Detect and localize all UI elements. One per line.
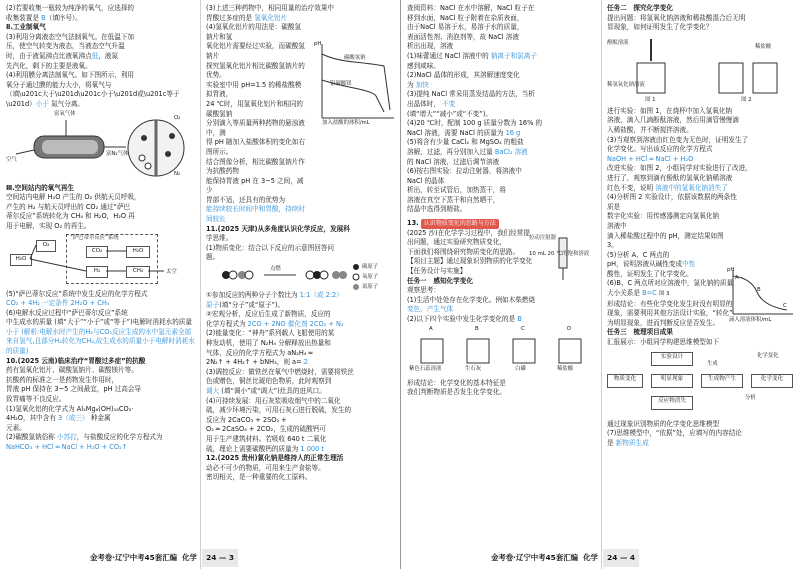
text-line: 通过现象识别物质的化学变化思维模型 [607, 419, 720, 428]
model-basis: 依据 [659, 429, 673, 438]
text-line: (3)利用分离液态空气法制氧气。在低温下加 [6, 32, 135, 41]
footer-brand: 金考卷·辽宁中考45套汇编 [90, 553, 177, 562]
fig-a-sub: 紫色石蕊溶液 [409, 365, 442, 372]
beaker-d [559, 339, 581, 363]
label-air: 空气 [6, 156, 17, 163]
text-line: (填“分子”或“原子”)。 [219, 300, 285, 309]
text-line: 药有氢氧化铝片、碳酸氢钠片、碳酸镁片等。 [6, 366, 138, 375]
text-line: 下面我们将围绕研究物质变化的思路。 [407, 247, 520, 256]
legend-oxygen: 氧原子 [362, 274, 379, 281]
fig3-point-c: C [783, 303, 787, 309]
arrow-label: 点燃 [270, 266, 281, 273]
chart-curve1-label: 碳酸氢钠 [344, 55, 366, 61]
fig3-xlabel: 滴入溶液体积/mL [729, 317, 772, 323]
text-line: 大小关系是 [607, 289, 640, 298]
text-line: 学思维。 [206, 234, 233, 243]
text-line: 实验室中用 pH=1.5 的稀盐酸模拟胃液， [206, 80, 302, 99]
question-4-text [206, 23, 306, 224]
text-line: 观察思考： [407, 286, 440, 295]
text-line: 析出出现，溶液 [407, 42, 454, 51]
footer-subject: 化学 [182, 553, 197, 562]
legend-dot-carbon [353, 264, 359, 270]
model-generate-label: 生成 [707, 360, 718, 367]
text-line: 气体，反应的化学方程式为 aN₂H₄ ═ [206, 348, 313, 357]
text-line: 感到咸味。 [407, 61, 440, 70]
footer-page-number: 24 — 4 [603, 549, 639, 567]
text-line: 产生的 H₂ 与航天员呼出的 CO₂ 通过“萨巴 [6, 202, 131, 211]
right-footer [491, 549, 791, 567]
reaction-diagram [206, 263, 396, 291]
flow-h2o-out-box: H₂O [126, 246, 150, 258]
text-line: 改进实验：如图 2，小组同学对实验进行了改进， [607, 164, 752, 173]
text-line: 抗酸药的标准之一是药物发生作用时， [6, 375, 119, 384]
text-line: 是 [607, 438, 614, 447]
text-line: 用于电解，实现 O₂ 的再生。 [6, 221, 91, 230]
question-heading: 11.(2025 天津)从多角度认识化学反应，发展科 [206, 224, 350, 233]
text-line: (5)“萨巴蒂尔反应”系统中发生反应的化学方程式 [6, 289, 148, 298]
answer: 16 g [505, 128, 521, 137]
text-line: (2025 沙)在化学学习过程中，我们经常提 [407, 228, 530, 237]
text-line: 胃酸过多症的是 [206, 13, 253, 22]
text-line: NaCl 溶液，需要 NaCl 的质量为 [407, 128, 504, 137]
model-box-h: 化学变化 [751, 374, 793, 388]
text-line: 提出问题：将氢氧化钠溶液和稀盐酸混合后无明 [607, 13, 746, 22]
text-line: (1)味蕾通过 NaCl 溶液中的 [407, 51, 489, 60]
text-line: (2)NaCl 晶体的形成，其溶解速度变化 [407, 71, 520, 80]
flow-h2-box: H₂ [86, 266, 108, 278]
text-line: (7)思维模型中，“ [607, 429, 660, 438]
text-line: O₂ ═ 2CaSO₄ + 2CO₂，生成的硫酸钙可 [206, 425, 326, 434]
fig-c-sub: 白磷 [515, 365, 526, 372]
answer: NaHCO₃ + HCl ═ NaCl + H₂O + CO₂↑ [6, 443, 128, 451]
flow-title: “萨巴蒂尔反应”系统 [70, 234, 119, 241]
answer: 氢氧化铝片 [254, 13, 288, 22]
membrane-svg [6, 110, 196, 184]
text-line: 与盐酸反应的化学方程式为 [83, 433, 163, 442]
model-chem-label: 化学变化 [757, 352, 779, 359]
text-line: 氧分子通过膜的能力大小，将氧气与 [6, 80, 112, 89]
left-column-2 [206, 4, 396, 544]
text-line: 2N₂↑ + 4H₂↑ + bNH₃，则 a= [206, 358, 302, 367]
text-line: (6)按右图实验：拉动注射器，将溶液中 NaCl 的晶体 [407, 167, 522, 185]
text-line: 为 [407, 80, 414, 89]
answer: B [41, 13, 46, 22]
text-line: 胃部不适，还具有的优势为 [206, 195, 286, 204]
digital-experiment-text [607, 212, 725, 279]
text-line: (填“调小”或“调大”)灶具的进风口。 [221, 386, 326, 395]
chart-xlabel: 加入盐酸的体积/mL [322, 120, 370, 126]
right-page [401, 0, 800, 569]
fig-d-sub: 稀盐酸 [557, 365, 574, 372]
text-line: 显现象，如何证明发生了化学变化？ [607, 23, 713, 32]
beaker-fig2-left [719, 63, 743, 93]
o2-molecule [141, 135, 147, 141]
membrane-diagram [6, 110, 196, 184]
label-fig1: 图 1 [645, 96, 656, 103]
flow-arrow [30, 259, 86, 271]
question-6-text [407, 167, 525, 215]
flow-space-label: 太空 [166, 268, 177, 275]
answer: 新物质生成 [615, 438, 649, 447]
task-heading: 任务二 探究化学变化 [607, 4, 673, 12]
text-line: (2)碳酸氢钠俗称 [6, 433, 55, 442]
text-line: (3)上述三种药物中，相同用量的治疗效果中 [206, 4, 335, 12]
fig-b-sub: 生石灰 [465, 365, 482, 372]
text-line: 色或赠色，铜丝比琥珀色物质，此时观察到 [206, 377, 332, 386]
text-line: 形成结论：有些化学变化发生时没有明显的 [607, 299, 733, 308]
model-box-g: 生成物产生 [701, 374, 743, 388]
fig-d: D [567, 325, 572, 332]
text-line: (2)若要收集一瓶较为纯净的氧气，应选择的 [6, 4, 135, 12]
text-line: (2)以下四个实验中发生化学变化的是 [407, 315, 516, 323]
text-line: 致胃痛等不良反应。 [6, 395, 66, 404]
text-line: (1)氢氧化铝的化学式为 Al₂Mg₆(OH)₁₆CO₃· [6, 404, 134, 413]
text-line: 种发动机，使用了 N₂H₄ 分解释放出热量和 [206, 339, 331, 347]
model-conclusion: 结论 [728, 429, 742, 438]
text-line: 结合图像分析，相比碳酸氢钠片作为抗酸药物 [206, 157, 305, 176]
answer: 原子 [206, 300, 220, 309]
membrane-inner [42, 140, 98, 154]
text-line: 溶液，滴入几滴酚酞溶液，然后用滴管慢慢滴 [607, 116, 739, 125]
chart-curve2-label: 铝碳酸镁 [330, 81, 352, 87]
text-line: 硫，减少环境污染，可用石灰石进行脱硫，发生的 [206, 406, 352, 415]
text-line: 蒂尔反应”系统转化为 CH₄ 和 H₂O，H₂O 再 [6, 212, 135, 221]
flow-arrows [6, 232, 196, 290]
answer: 3（或三） [58, 414, 89, 423]
text-line: 用于生产建筑材料。若吸收 640 t 二氧化 [206, 434, 327, 443]
fig3-ylabel: pH [727, 267, 735, 273]
text-line: 氮气分离。 [51, 99, 85, 108]
text-line: (1)生活中处处存在化学变化。例如木柴燃烧 [407, 295, 536, 304]
text-line: (2)能量变化：“神舟”系列载人飞船使用的某 [206, 329, 335, 338]
answer: CO₂ + 4H₂ 一定条件 2H₂O + CH₄ [6, 299, 110, 308]
text-line: (3)调控反应：做铁丝在氧气中燃烧时，需要将铁丝 [206, 367, 354, 376]
left-footer [90, 549, 390, 567]
text-line: 动必不可少的物质，可用来生产食盐等。 [206, 463, 325, 472]
text-line: 24 ℃时，用氢氧化铝片和相同的碳酸氢钠 [206, 99, 304, 118]
figure-1-2 [607, 33, 795, 107]
n2-molecule [145, 163, 151, 169]
text-line: 化学变化。写出该反应的化学方程式 [607, 145, 713, 154]
chart-ylabel: pH [314, 41, 322, 47]
molecule-atom [339, 271, 347, 279]
fig3-point-b: B [757, 287, 761, 293]
text-line: ”处，应填写的内容 [672, 429, 729, 438]
label-n2: N₂ [174, 170, 181, 177]
footer-brand: 金考卷·辽宁中考45套汇编 [491, 553, 578, 562]
text-line: 密切相关，是一种重要的化工原料。 [206, 473, 312, 482]
text-line: 能保持胃液 pH 在 3~5 之间，减少 [206, 176, 304, 195]
text-line: 滴入稀盐酸过程中的 pH，测定结果如图 3。 [607, 231, 724, 250]
text-line: 氧化铝片需要经过实验，而碳酸氢钠片 [206, 42, 305, 60]
text-line: 入稀盐酸，并不断搅拌溶液。 [607, 125, 693, 134]
flow-o2-box: O₂ [36, 240, 56, 252]
molecule-atom [245, 271, 253, 279]
o2-molecule [165, 151, 171, 157]
text-line: 时，由于液氮沸点比液氧沸点 [6, 51, 92, 60]
column-divider [200, 0, 201, 569]
text-line: 中生成水的质量 [6, 318, 53, 327]
legend-nitrogen: 氮原子 [362, 284, 379, 291]
text-line: (1)物质变化：结合以下反应的示意图回答问 [206, 243, 335, 252]
text-line: 析出，转至试管后，加热蒸干，将 [407, 186, 506, 195]
label-naoh: 稀氢氧化钠溶液 [607, 81, 645, 88]
thinking-model-diagram [607, 348, 795, 420]
column-divider [601, 0, 602, 569]
sabatier-flow-diagram [6, 232, 196, 290]
syringe-figure [529, 234, 597, 284]
answer: 变色，产生气体 [407, 305, 454, 314]
text-line: 胃液 pH 保持在 3~5 之间最宜，pH 过高会导 [6, 385, 141, 394]
text-line: 质是 [607, 202, 621, 211]
section-heading: Ⅲ.空间站内的氧气再生 [6, 183, 75, 192]
text-line: 由于NaCl 易溶于水，易溶于水的质量， [407, 23, 524, 32]
text-line: (6)电解水反应过程中“萨巴蒂尔反应”系统 [6, 308, 128, 317]
left-column-1: (2)若要收集一瓶较为纯净的氧气，应选择的 收集装置是 B（填序号）。 Ⅱ.工业制氧气 (3)利用分离液态空气法制氧气。在低温下加 压，使空气转变为液态，当液态空气升温 时，由于液氮沸点比液氧沸点低，液氮 先汽化，剩下的主要是液氧。 (4)利用膜分离法制氧气。如下图所示，利用 氧分子通过膜的能力大小，将氧气与 （填\u201c大于\u201d\u201c小于\u201d或\u201c等于\u201d）小于 氮气分离。 富氧气体 空气 富N₂气体 O₂ N₂ Ⅲ.空间站内的氧气再生 空间站内电解 H₂O 产生的 O₂ 供航天员呼吸， 产生的 H₂ 与航天员呼出的 CO₂ 通过“萨巴 蒂尔反应”系统转化为 CH₄ 和 H₂O，H₂O 再 用于电解，实现 O₂ 的再生。 “萨巴蒂尔反应”系统 H₂O O₂ CO₂ H₂ H₂O CH₄ 太空 (5)“萨巴蒂尔反应”系统中发生反应的化学方程式 CO₂ + 4H₂ 一定条件 2H₂O + CH₄ (6)电解水反应过程中“萨巴蒂尔反应”系统 中生成水的质量 (填“大于”“小于”或“等于”)电解时消耗水的质量 小于 (解析:电解水时产生的H₂与CO₂反应生成的水中氢元素全部来自氢气,且部分H₂转化为CH₄,故生成水的质量小于电解时消耗水的质量) 10.(2025 云南)临床治疗“胃酸过多症”的抗酸 药有氢氧化铝片、碳酸氢钠片、碳酸镁片等。 抗酸药的标准之一是药物发生作用时， 胃液 pH 保持在 3~5 之间最宜，pH 过高会导 致胃痛等不良反应。 (1)氢氧化铝的化学式为 Al₂Mg₆(OH)₁₆CO₃· 4H₂O，其中含有 3（或三） 种金属 元素。 (2)碳酸氢钠俗称 小苏打，与盐酸反应的化学方程式为 NaHCO₃ + HCl ═ NaCl + H₂O + CO₂↑ [6, 4, 195, 451]
text-line: 数字化实验：用传感器测定向氢氧化钠溶液中 [607, 212, 720, 230]
text-line: (4)可持续发展：用石灰浆吸收烟气中的二氧化 [206, 396, 341, 405]
text-line: 出晶体时， [407, 99, 440, 108]
answer: 小于 [35, 99, 49, 108]
text-line: (4)20 ℃时，配制 100 g 质量分数为 16% 的 [407, 119, 543, 128]
model-box-a: 物质变化 [607, 374, 643, 388]
footer-subject: 化学 [583, 553, 598, 562]
text-line: (4)利用膜分离法制氧气。如下图所示，利用 [6, 71, 135, 80]
text-line: (填“大于”“小于”或“等于”)电解时消耗水的质量 [54, 318, 192, 327]
answer: NaOH + HCl ═ NaCl + H₂O [607, 154, 694, 163]
answer: 2 [303, 358, 308, 367]
answer: BaCl₂ 溶液 [494, 147, 528, 156]
text-line: pH，说明溶液从碱性变成 [607, 260, 683, 269]
text-line: 先汽化，剩下的主要是液氧。 [6, 61, 92, 70]
flow-arrow [30, 245, 36, 259]
text-line: 题。 [206, 253, 220, 262]
text-line: 化学方程式为 [206, 319, 246, 328]
text-line: 反应为 2CaCO₃ + 2SO₂ + [206, 415, 287, 424]
text-line: 的 NaCl 溶液，过滤后调节溶液 [407, 157, 500, 166]
text-line: 出问题，通过实验研究物质变化， [407, 238, 506, 247]
question-number: 13. [407, 219, 419, 228]
text-line: 红色不变，说明 [607, 183, 654, 192]
legend-dot-oxygen [353, 274, 359, 280]
answer: 溶液中的氢氧化钠消失了 [655, 183, 728, 192]
answer: 调大 [206, 386, 220, 395]
right-column-3 [407, 4, 597, 544]
answer: 小于 (解析:电解水时产生的H₂与CO₂反应生成的水中氢元素全部来自氢气,且部分H₂转化为CH₄,故生成水的质量小于电解时消耗水的质量) [6, 327, 195, 356]
experiment-figures [407, 325, 597, 379]
text-line: (3)当观察到溶液由红色变为无色时，证明发生了 [607, 135, 749, 144]
tube-label: 10 mL 20 ℃的饱和溶液 [529, 251, 590, 257]
text-line: 种金属 [90, 414, 111, 423]
model-box-c: 实验设计 [651, 352, 693, 366]
answer: 不变 [442, 99, 456, 108]
molecule-atom [320, 271, 328, 279]
text-line: (5)分析 A、C 两点的 [607, 250, 670, 259]
syringe-label: 拉动注射器 [529, 235, 556, 241]
fig3-point-a: A [735, 275, 739, 281]
text-line: 【项目主题】通过现象识别物质的化学变化 [407, 257, 533, 266]
text-line: 表面活性剂、消泡剂等，故 NaCl 溶液 [407, 32, 519, 41]
text-line: (5)将含有少量 CaCl₂ 和 MgSO₄ 的粗盐 [407, 138, 524, 147]
right-column-4 [607, 4, 795, 544]
beaker-a [421, 339, 443, 363]
text-line: 4H₂O，其中含有 [6, 414, 56, 423]
question-heading: 10.(2025 云南)临床治疗“胃酸过多症”的抗酸 [6, 356, 146, 365]
question-heading: 12.(2025 贵州)氯化钠是维持人的正常生理活 [206, 454, 344, 463]
o2-molecule [169, 133, 175, 139]
text-line: (3)提纯 NaCl 常采用蒸发结晶的方法，当析 [407, 90, 535, 99]
label-n2-rich: 富N₂气体 [106, 150, 129, 157]
text-line: 进行了，观察到滴有酚酞的氢氧化钠稀溶液 [607, 173, 733, 182]
text-line: ①参加反应的两种分子个数比为 [206, 291, 298, 300]
text-line: 硫，理论上需要碳酸钙的质量为 [206, 444, 299, 453]
n2-molecule [139, 155, 145, 161]
text-line: 探究氢氧化铝片相比碳酸氢钠片的优势。 [206, 61, 305, 80]
answer: 1:1（或 2:2） [299, 291, 343, 300]
text-line: 溶液在真空下蒸干和自然晒干， [407, 195, 500, 204]
answer: 2CO + 2NO 催化剂 2CO₂ + N₂ [247, 319, 344, 328]
text-line: 【任务设计与实施】 [407, 267, 467, 276]
answer: B [517, 315, 522, 323]
section-heading: Ⅱ.工业制氧气 [6, 23, 46, 32]
task-heading: 任务一 感知化学变化 [407, 276, 473, 285]
text-line: 溶解，过滤，再分别加入过量 [407, 147, 493, 156]
label-hcl: 稀盐酸 [755, 43, 772, 50]
molecule-atom [229, 271, 237, 279]
text-line: (6)B、C 两点所对应溶液中，氯化钠的质量 [607, 279, 734, 288]
air-arrow [16, 150, 34, 154]
fig-b: B [475, 325, 479, 332]
molecule-atom [306, 271, 314, 279]
text-line: 得 pH 随加入盐酸体积的变化如右图所示。 [206, 138, 306, 156]
ph-chart [314, 40, 396, 128]
answer: 低 [91, 51, 99, 60]
model-analyze-label: 分析 [745, 394, 756, 401]
text-line: 压，使空气转变为液态，当液态空气升温 [6, 42, 125, 51]
beaker-b [467, 339, 489, 363]
text-line: (4)氢氧化铝片的用法是：碳酸氢钠片和氢 [206, 23, 302, 41]
figure-3-ph-curve [727, 266, 795, 326]
fig3-caption: 图 3 [658, 291, 670, 298]
molecule-atom [332, 271, 340, 279]
text-line: 收集装置是 [6, 13, 39, 22]
flow-ch4-box: CH₄ [126, 266, 150, 278]
label-o2: O₂ [174, 114, 181, 121]
answer: B=C [642, 289, 657, 298]
text-line: (4)分析图 2 实验设计，依据该数据的两条性 [607, 193, 737, 202]
legend-dot-nitrogen [353, 284, 359, 290]
text-line: 结晶中选得到精盐。 [407, 205, 467, 214]
text-line: 为明显现象，进而判断反应是否发生。 [607, 318, 720, 327]
legend-carbon: 碳原子 [362, 264, 379, 271]
text-line: 形成结论：化学变化的基本特征是 [407, 378, 506, 387]
text-line: 我们判断物质是否发生化学变化。 [407, 388, 506, 397]
beaker-fig2-right [753, 63, 777, 93]
text-line: 元素。 [6, 423, 26, 432]
answer: 能持续较长时间中和胃酸，持续时间较长 [206, 205, 305, 224]
text-line: 现象，需要利用其他方法设计实验，“转化” [607, 309, 733, 318]
topic-tag: 认识物质变化的思路与方法 [421, 219, 499, 229]
text-line: 酸性，证明发生了化学变化。 [607, 269, 693, 278]
model-box-f: 反应物消失 [651, 396, 693, 410]
answer: 小苏打 [57, 433, 77, 442]
flow-co2-box: CO₂ [86, 246, 108, 258]
task-heading: 任务三 梳理项目成果 [607, 328, 673, 337]
text-line: (填“增大”“减小”或“不变”)。 [407, 109, 492, 118]
text-line: 进行实验：如图 1，在烧杯中加入氢氧化钠 [607, 106, 732, 115]
label-o2-rich: 富氧气体 [54, 110, 76, 117]
label-phenolphthalein: 酚酞溶液 [607, 39, 629, 46]
fig-a: A [429, 325, 433, 332]
answer: 钠离子和氯离子 [490, 51, 537, 60]
answer: 加快 [415, 80, 429, 89]
flow-h2o-box: H₂O [10, 254, 32, 266]
text-line: 移到水面，NaCl 粒子附着在杂质表面， [407, 13, 524, 22]
fig-c: C [521, 325, 525, 332]
beaker-c [513, 339, 535, 363]
text-line: 查阅资料：NaCl 在水中溶解，NaCl 粒子在 [407, 4, 535, 12]
text-line: 汇报展示：小组同学构建思维模型如下 [607, 338, 720, 347]
text-line: ②宏观分析，反应后生成了新物质，反应的 [206, 310, 331, 319]
footer-page-number: 24 — 3 [202, 549, 238, 567]
model-box-e: 明显现象 [651, 374, 693, 388]
text-line: 分别滴入等质量两种药物的悬浊液中，测 [206, 119, 305, 137]
label-fig2: 图 2 [741, 96, 752, 103]
answer: 1 000 t [300, 444, 324, 453]
answer: 中性 [682, 260, 696, 269]
text-line: 空间站内电解 H₂O 产生的 O₂ 供航天员呼吸， [6, 193, 141, 202]
